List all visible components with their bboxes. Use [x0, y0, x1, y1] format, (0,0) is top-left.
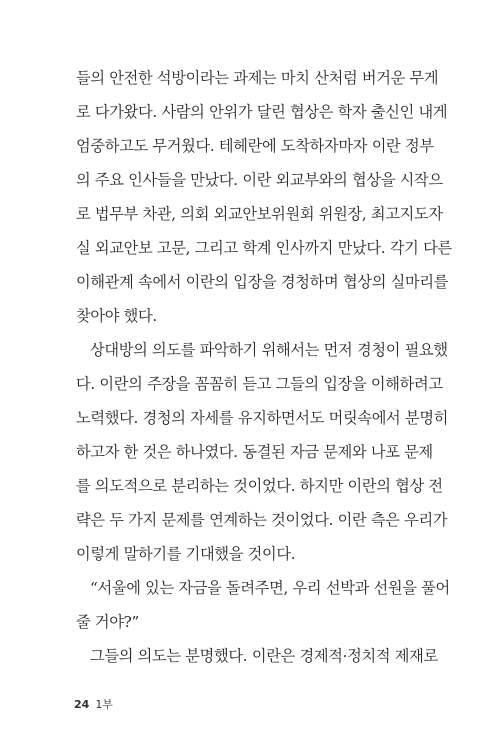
text-line: 하고자 한 것은 하나였다. 동결된 자금 문제와 나포 문제 — [76, 443, 433, 461]
text-line: 들의 안전한 석방이라는 과제는 마치 산처럼 버거운 무게 — [76, 69, 439, 87]
page-number: 24 — [74, 698, 90, 711]
text-line: 의 주요 인사들을 만났다. 이란 외교부와의 협상을 시작으 — [76, 171, 443, 189]
page-footer — [74, 696, 113, 712]
quote-line: 줄 거야?” — [76, 613, 139, 631]
text-line: 실 외교안보 고문, 그리고 학계 인사까지 만났다. 각기 다른 — [76, 239, 452, 257]
text-line: 찾아야 했다. — [76, 307, 157, 325]
text-line: 로 다가왔다. 사람의 안위가 달린 협상은 학자 출신인 내게 — [76, 103, 448, 121]
quote-line: “서울에 있는 자금을 돌려주면, 우리 선박과 선원을 풀어 — [90, 579, 450, 597]
text-line: 이해관계 속에서 이란의 입장을 경청하며 협상의 실마리를 — [76, 273, 449, 291]
part-label: 1부 — [95, 698, 113, 711]
text-line: 그들의 의도는 분명했다. 이란은 경제적·정치적 제재로 — [90, 647, 438, 665]
text-line: 다. 이란의 주장을 꼼꼼히 듣고 그들의 입장을 이해하려고 — [76, 375, 443, 393]
text-line: 략은 두 가지 문제를 연계하는 것이었다. 이란 측은 우리가 — [76, 511, 448, 529]
text-line: 엄중하고도 무거웠다. 테헤란에 도착하자마자 이란 정부 — [76, 137, 434, 155]
text-line: 노력했다. 경청의 자세를 유지하면서도 머릿속에서 분명히 — [76, 409, 449, 427]
text-line: 로 법무부 차관, 의회 외교안보위원회 위원장, 최고지도자 — [76, 205, 443, 223]
text-line: 상대방의 의도를 파악하기 위해서는 먼저 경청이 필요했 — [90, 341, 448, 359]
text-line: 이렇게 말하기를 기대했을 것이다. — [76, 545, 296, 563]
text-line: 를 의도적으로 분리하는 것이었다. 하지만 이란의 협상 전 — [76, 477, 443, 495]
